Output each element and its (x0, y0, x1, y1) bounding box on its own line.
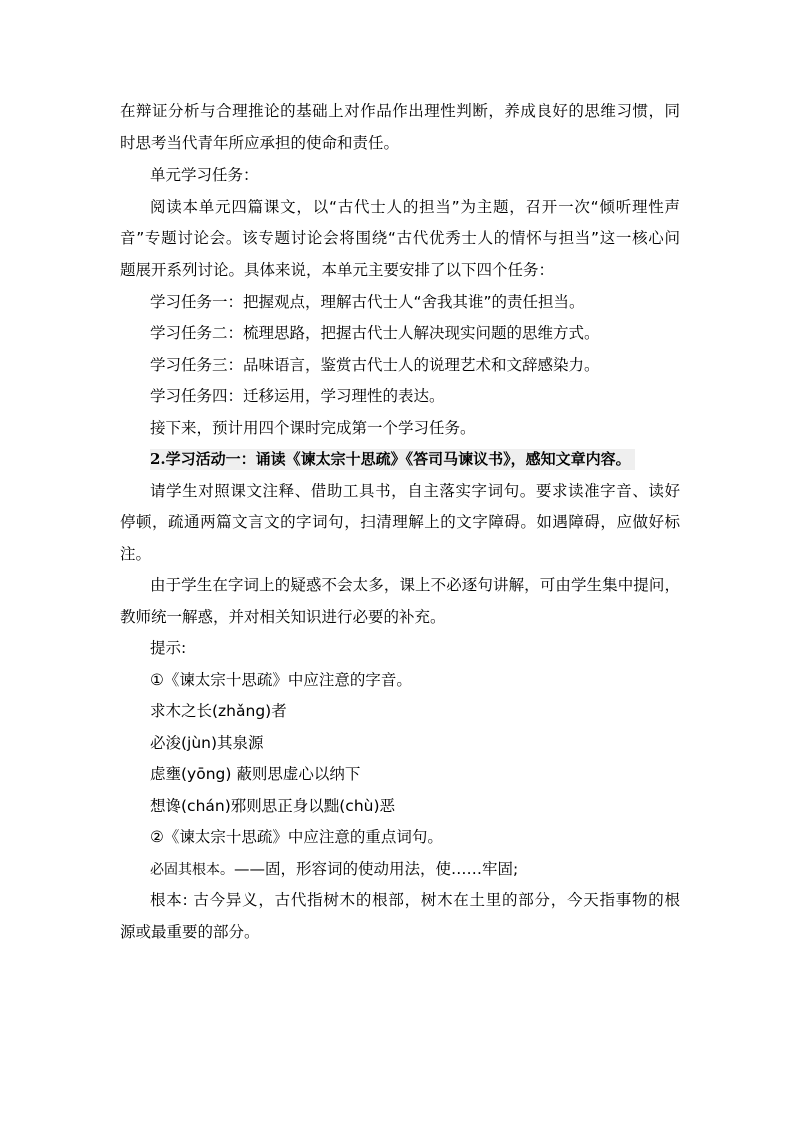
paragraph-line: 由于学生在字词上的疑惑不会太多，课上不必逐句讲解，可由学生集中提问， (150, 576, 680, 594)
paragraph-line: 在辩证分析与合理推论的基础上对作品作出理性判断，养成良好的思维习惯，同 (120, 102, 680, 120)
paragraph-line: 音”专题讨论会。该专题讨论会将围绕“古代优秀士人的情怀与担当”这一核心问 (120, 229, 680, 247)
hint-label: 提示: (150, 639, 187, 657)
section-label: 单元学习任务： (150, 166, 259, 184)
paragraph-line: 时思考当代青年所应承担的使命和责任。 (120, 134, 400, 152)
paragraph-line: 停顿，疏通两篇文言文的字词句，扫清理解上的文字障碍。如遇障碍，应做好标 (120, 513, 680, 531)
keyword-phrase: 必固其根本。 (150, 862, 234, 878)
pronunciation-item: 想谗(chán)邪则思正身以黜(chù)恶 (150, 797, 396, 815)
paragraph-line: 教师统一解惑，并对相关知识进行必要的补充。 (120, 608, 446, 626)
task-item: 学习任务三：品味语言，鉴赏古代士人的说理艺术和文辞感染力。 (150, 356, 600, 374)
activity-heading-text: 2.学习活动一：诵读《谏太宗十思疏》《答司马谏议书》，感知文章内容。 (150, 449, 635, 470)
hint-item: ②《谏太宗十思疏》中应注意的重点词句。 (150, 828, 443, 846)
task-item: 学习任务四：迁移运用，学习理性的表达。 (150, 387, 445, 405)
pronunciation-item: 必浚(jùn)其泉源 (150, 734, 264, 752)
paragraph-line: 根本: 古今异义，古代指树木的根部，树木在土里的部分，今天指事物的根 (150, 891, 680, 909)
task-item: 学习任务二：梳理思路，把握古代士人解决现实问题的思维方式。 (150, 324, 600, 342)
pronunciation-item: 求木之长(zhǎng)者 (150, 702, 287, 720)
keyword-explanation: ——固，形容词的使动用法，使……牢固; (234, 860, 519, 878)
paragraph-line: 题展开系列讨论。具体来说，本单元主要安排了以下四个任务： (120, 261, 555, 279)
paragraph-line: 接下来，预计用四个课时完成第一个学习任务。 (150, 419, 476, 437)
paragraph-line: 请学生对照课文注释、借助工具书，自主落实字词句。要求读准字音、读好 (150, 482, 680, 500)
pronunciation-item: 虑壅(yōng) 蔽则思虚心以纳下 (150, 765, 361, 783)
activity-heading (150, 449, 680, 469)
paragraph-line: 注。 (120, 545, 152, 563)
keyword-item (150, 859, 680, 880)
hint-item: ①《谏太宗十思疏》中应注意的字音。 (150, 671, 412, 689)
paragraph-line: 阅读本单元四篇课文，以“古代士人的担当”为主题，召开一次“倾听理性声 (150, 198, 680, 216)
task-item: 学习任务一：把握观点，理解古代士人“舍我其谁”的责任担当。 (150, 293, 585, 311)
paragraph-line: 源或最重要的部分。 (120, 923, 260, 941)
